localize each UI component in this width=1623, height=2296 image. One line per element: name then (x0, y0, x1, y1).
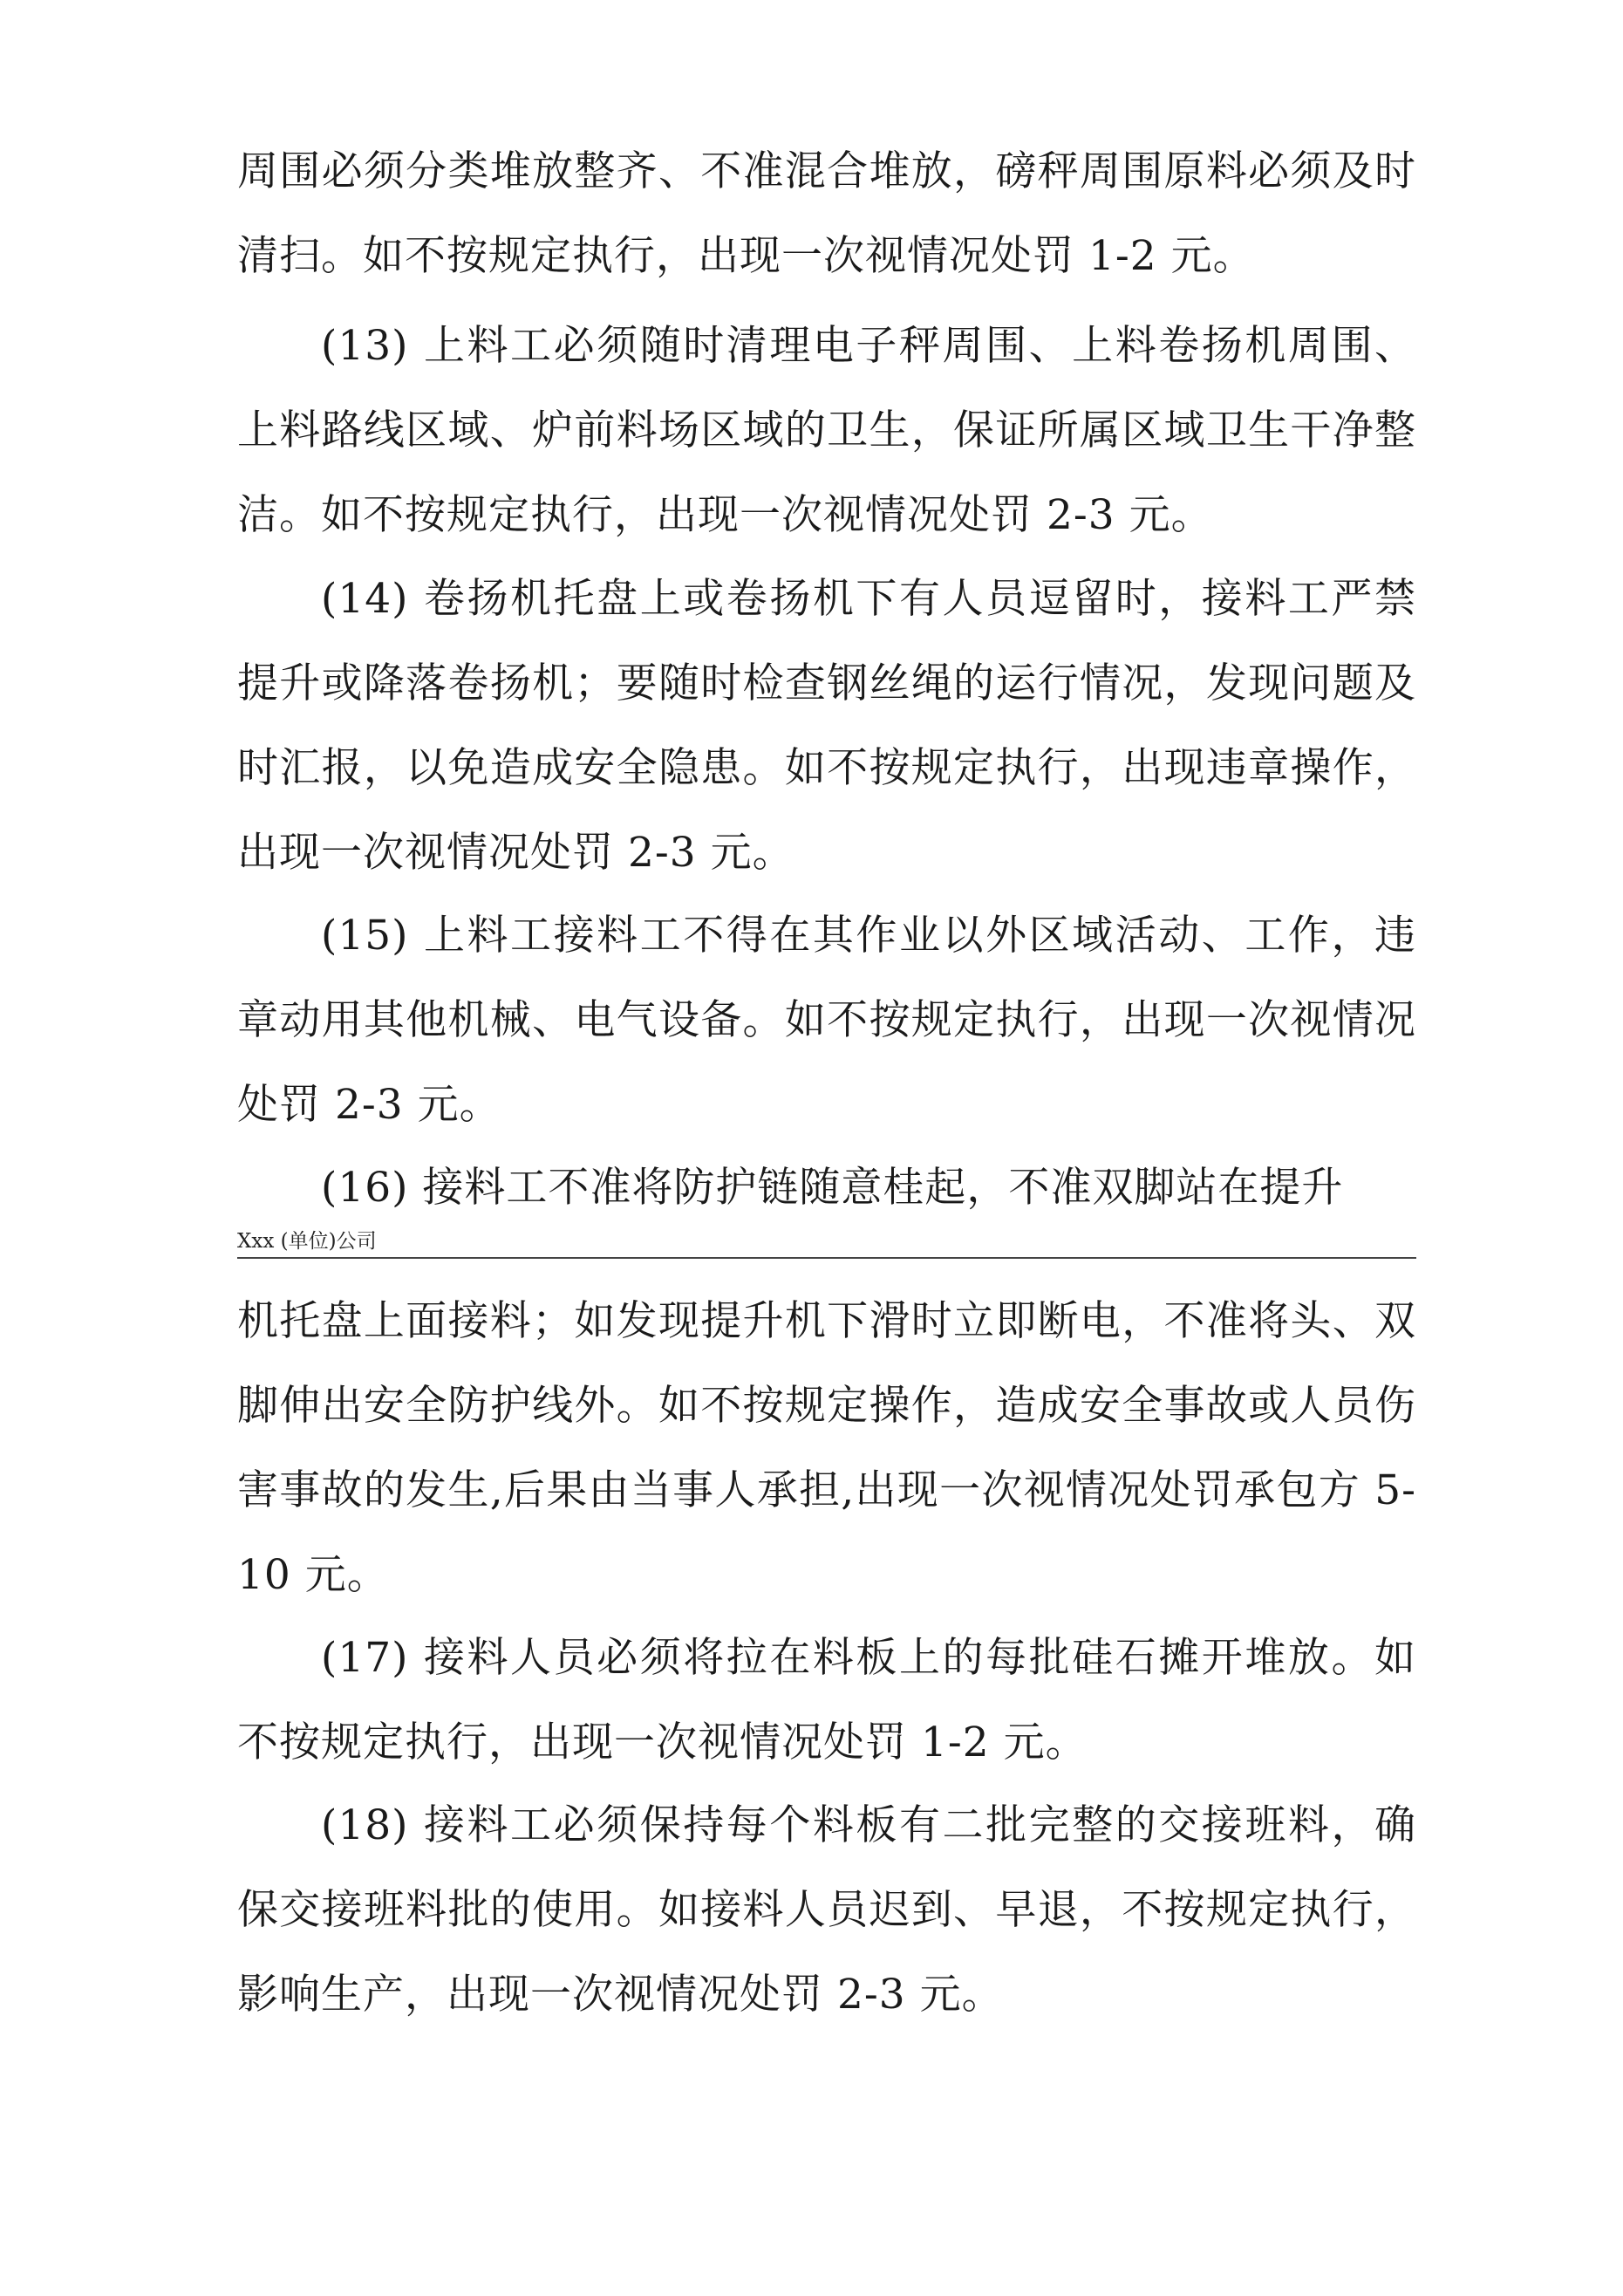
paragraph-13: (13) 上料工必须随时清理电子秤周围、上料卷扬机周围、上料路线区域、炉前料场区域的卫生，保证所属区域卫生干净整洁。如不按规定执行，出现一次视情况处罚 2-3 元。 (237, 322, 1416, 539)
footer-divider (237, 1257, 1416, 1259)
paragraph-17: (17) 接料人员必须将拉在料板上的每批硅石摊开堆放。如不按规定执行，出现一次视情况处罚 1-2 元。 (237, 1634, 1416, 1766)
paragraph-15: (15) 上料工接料工不得在其作业以外区域活动、工作，违章动用其他机械、电气设备。如不按规定执行，出现一次视情况处罚 2-3 元。 (237, 912, 1416, 1129)
paragraph-14: (14) 卷扬机托盘上或卷扬机下有人员逗留时，接料工严禁提升或降落卷扬机；要随时检查钢丝绳的运行情况，发现问题及时汇报，以免造成安全隐患。如不按规定执行，出现违章操作，出现一次视情况处罚 2-3 元。 (237, 575, 1416, 877)
paragraph-16-continued: 机托盘上面接料；如发现提升机下滑时立即断电，不准将头、双脚伸出安全防护线外。如不按规定操作，造成安全事故或人员伤害事故的发生,后果由当事人承担,出现一次视情况处罚承包方 5-10 元。 (237, 1297, 1416, 1599)
footer-company-label: Xxx (单位)公司 (237, 1230, 377, 1253)
paragraph-16-start: (16) 接料工不准将防护链随意桂起，不准双脚站在提升 (321, 1164, 1344, 1212)
paragraph-continued: 周围必须分类堆放整齐、不准混合堆放，磅秤周围原料必须及时清扫。如不按规定执行，出现一次视情况处罚 1-2 元。 (237, 147, 1416, 280)
paragraph-18: (18) 接料工必须保持每个料板有二批完整的交接班料，确保交接班料批的使用。如接料人员迟到、早退，不按规定执行，影响生产，出现一次视情况处罚 2-3 元。 (237, 1801, 1416, 2019)
